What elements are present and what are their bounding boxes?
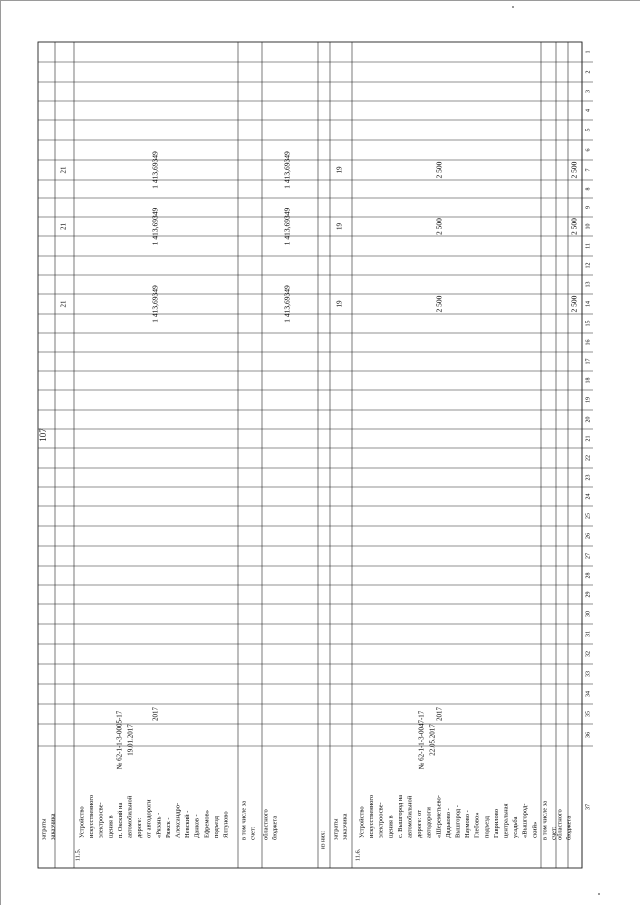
- item-name-11-5: Ялтуново: [222, 811, 230, 838]
- column-number: 16: [585, 339, 592, 346]
- item-name-11-5: Невский -: [184, 810, 192, 838]
- item-name-11-5: автомобильной: [126, 795, 134, 838]
- column-number: 29: [585, 591, 592, 598]
- column-number: 12: [585, 262, 592, 269]
- item-name-11-6: с. Вышгород на: [396, 794, 404, 838]
- item-name-11-6: Вышгород -: [454, 805, 462, 838]
- item-name-11-5: электроосве-: [97, 802, 105, 838]
- label-regional-budget: бюджета: [271, 815, 279, 840]
- item-name-11-5: щения в: [107, 815, 115, 838]
- column-number: 15: [585, 320, 592, 327]
- column-number: 34: [585, 691, 592, 697]
- item-name-11-6: Устройство: [358, 806, 366, 838]
- column-number: 21: [585, 435, 592, 442]
- item-name-11-5: дороге:: [136, 817, 144, 838]
- scan-speck: [512, 6, 514, 8]
- page-number: 107: [38, 428, 48, 442]
- amount-regional-11-6: 2 500: [569, 295, 579, 313]
- value-customer-costs-2: 19: [335, 166, 344, 174]
- label-incl-funding-2: счет:: [550, 826, 558, 840]
- column-number: 7: [585, 168, 592, 172]
- item-name-11-6: подъезд: [483, 816, 491, 838]
- column-number: 31: [585, 631, 592, 637]
- column-number: 9: [585, 206, 592, 209]
- item-name-11-5: п. Окский на: [116, 802, 124, 838]
- column-number: 13: [585, 281, 592, 288]
- label-customer-costs-2: затраты: [332, 818, 340, 840]
- column-number: 5: [585, 128, 592, 132]
- amount-11-6: 2 500: [434, 161, 444, 179]
- scan-speck: [598, 893, 600, 895]
- amount-regional-11-5: 1 413,69349: [282, 285, 292, 323]
- item-name-11-5: Ряжск -: [164, 817, 172, 838]
- column-number: 1: [585, 50, 592, 54]
- column-number: 26: [585, 533, 592, 539]
- value-customer-costs-2: 19: [335, 223, 344, 230]
- amount-regional-11-5: 1 413,69349: [282, 207, 292, 246]
- label-incl-funding-2: в том числе за: [541, 800, 549, 840]
- item-name-11-6: электроосве-: [377, 802, 385, 838]
- label-incl-funding: счет:: [249, 826, 257, 840]
- item-number-11-5: 11.5.: [74, 848, 82, 862]
- amount-11-5: 1 413,69349: [150, 285, 160, 323]
- column-number: 10: [585, 223, 592, 230]
- value-customer-costs: 21: [59, 166, 68, 174]
- label-of-which: из них:: [320, 830, 327, 850]
- item-name-11-6: автомобильной: [406, 795, 414, 838]
- value-customer-costs-2: 19: [335, 300, 344, 308]
- column-number: 8: [585, 187, 592, 191]
- item-name-11-5: Устройство: [78, 806, 86, 838]
- column-number: 4: [585, 109, 592, 112]
- amount-11-5: 1 413,69349: [150, 151, 160, 189]
- column-number: 3: [585, 90, 592, 93]
- column-number: 14: [585, 301, 592, 307]
- label-regional-budget: областного: [262, 809, 270, 840]
- contract-number-11-6: № 62-1-1-3-0047-17: [417, 710, 426, 770]
- column-number: 6: [585, 148, 592, 152]
- column-number: 2: [585, 70, 592, 74]
- contract-number-11-5: № 62-1-1-3-0005-17: [115, 710, 124, 770]
- item-name-11-6: центральная: [502, 803, 510, 838]
- item-name-11-5: Ефремов»: [203, 810, 211, 838]
- contract-date-11-6: 22.05.2017: [428, 724, 437, 756]
- item-name-11-6: дороге: от: [416, 810, 424, 838]
- scan-edge-left: [0, 0, 1, 905]
- column-number: 27: [585, 553, 592, 559]
- label-customer-costs-2: заказчика: [341, 813, 349, 840]
- value-customer-costs: 21: [59, 223, 68, 230]
- item-name-11-6: Гаврилово: [492, 808, 500, 838]
- item-name-11-6: ский»: [531, 821, 539, 838]
- column-number: 18: [585, 377, 592, 384]
- column-number: 24: [585, 493, 592, 500]
- amount-11-5: 1 413,69349: [150, 207, 160, 246]
- item-name-11-5: «Рязань -: [155, 812, 163, 838]
- item-name-11-5: искусственного: [88, 794, 96, 838]
- column-number: 19: [585, 397, 592, 403]
- item-number-11-6: 11.6.: [354, 848, 362, 862]
- label-customer-costs: затраты: [40, 818, 48, 840]
- column-number: 33: [585, 671, 592, 677]
- year-11-6: 2017: [435, 707, 444, 721]
- item-name-11-6: усадьба: [512, 816, 520, 838]
- label-regional-budget-2: областного: [556, 809, 564, 840]
- amount-regional-11-6: 2 500: [569, 218, 579, 235]
- item-name-11-6: Глебово»: [473, 812, 481, 838]
- column-number: 17: [585, 358, 592, 365]
- item-name-11-5: Данков -: [193, 814, 201, 838]
- scan-edge-top: [0, 0, 640, 1]
- column-number: 36: [585, 732, 592, 738]
- item-name-11-6: щения в: [387, 815, 395, 838]
- value-customer-costs: 21: [59, 300, 68, 308]
- year-11-5: 2017: [151, 707, 160, 721]
- column-number: 25: [585, 513, 592, 519]
- column-number: 30: [585, 611, 592, 617]
- label-customer-costs: заказчика: [49, 813, 57, 840]
- amount-regional-11-5: 1 413,69349: [282, 151, 292, 189]
- column-number: 28: [585, 572, 592, 579]
- item-name-11-5: подъезд: [212, 816, 220, 838]
- item-name-11-5: Александро-: [174, 802, 182, 838]
- column-number: 32: [585, 651, 592, 657]
- item-name-11-6: «Шереметьево-: [435, 795, 443, 838]
- item-name-11-6: искусственного: [368, 794, 376, 838]
- amount-11-6: 2 500: [434, 295, 444, 313]
- column-number: 37: [585, 804, 592, 810]
- item-name-11-6: «Вышгород-: [521, 803, 529, 838]
- item-name-11-5: от автодороги: [145, 799, 153, 838]
- label-incl-funding: в том числе за: [240, 800, 248, 840]
- item-name-11-6: автодороги: [425, 807, 433, 838]
- item-name-11-6: Дядьково -: [444, 808, 452, 838]
- column-number: 20: [585, 416, 592, 423]
- column-number: 11: [585, 243, 592, 249]
- column-number: 23: [585, 474, 592, 481]
- amount-regional-11-6: 2 500: [569, 161, 579, 179]
- column-number: 35: [585, 711, 592, 717]
- amount-11-6: 2 500: [434, 218, 444, 235]
- label-regional-budget-2: бюджета: [565, 815, 573, 840]
- item-name-11-6: Наумово -: [464, 810, 472, 838]
- contract-date-11-5: 19.01.2017: [126, 724, 135, 756]
- column-number: 22: [585, 455, 592, 461]
